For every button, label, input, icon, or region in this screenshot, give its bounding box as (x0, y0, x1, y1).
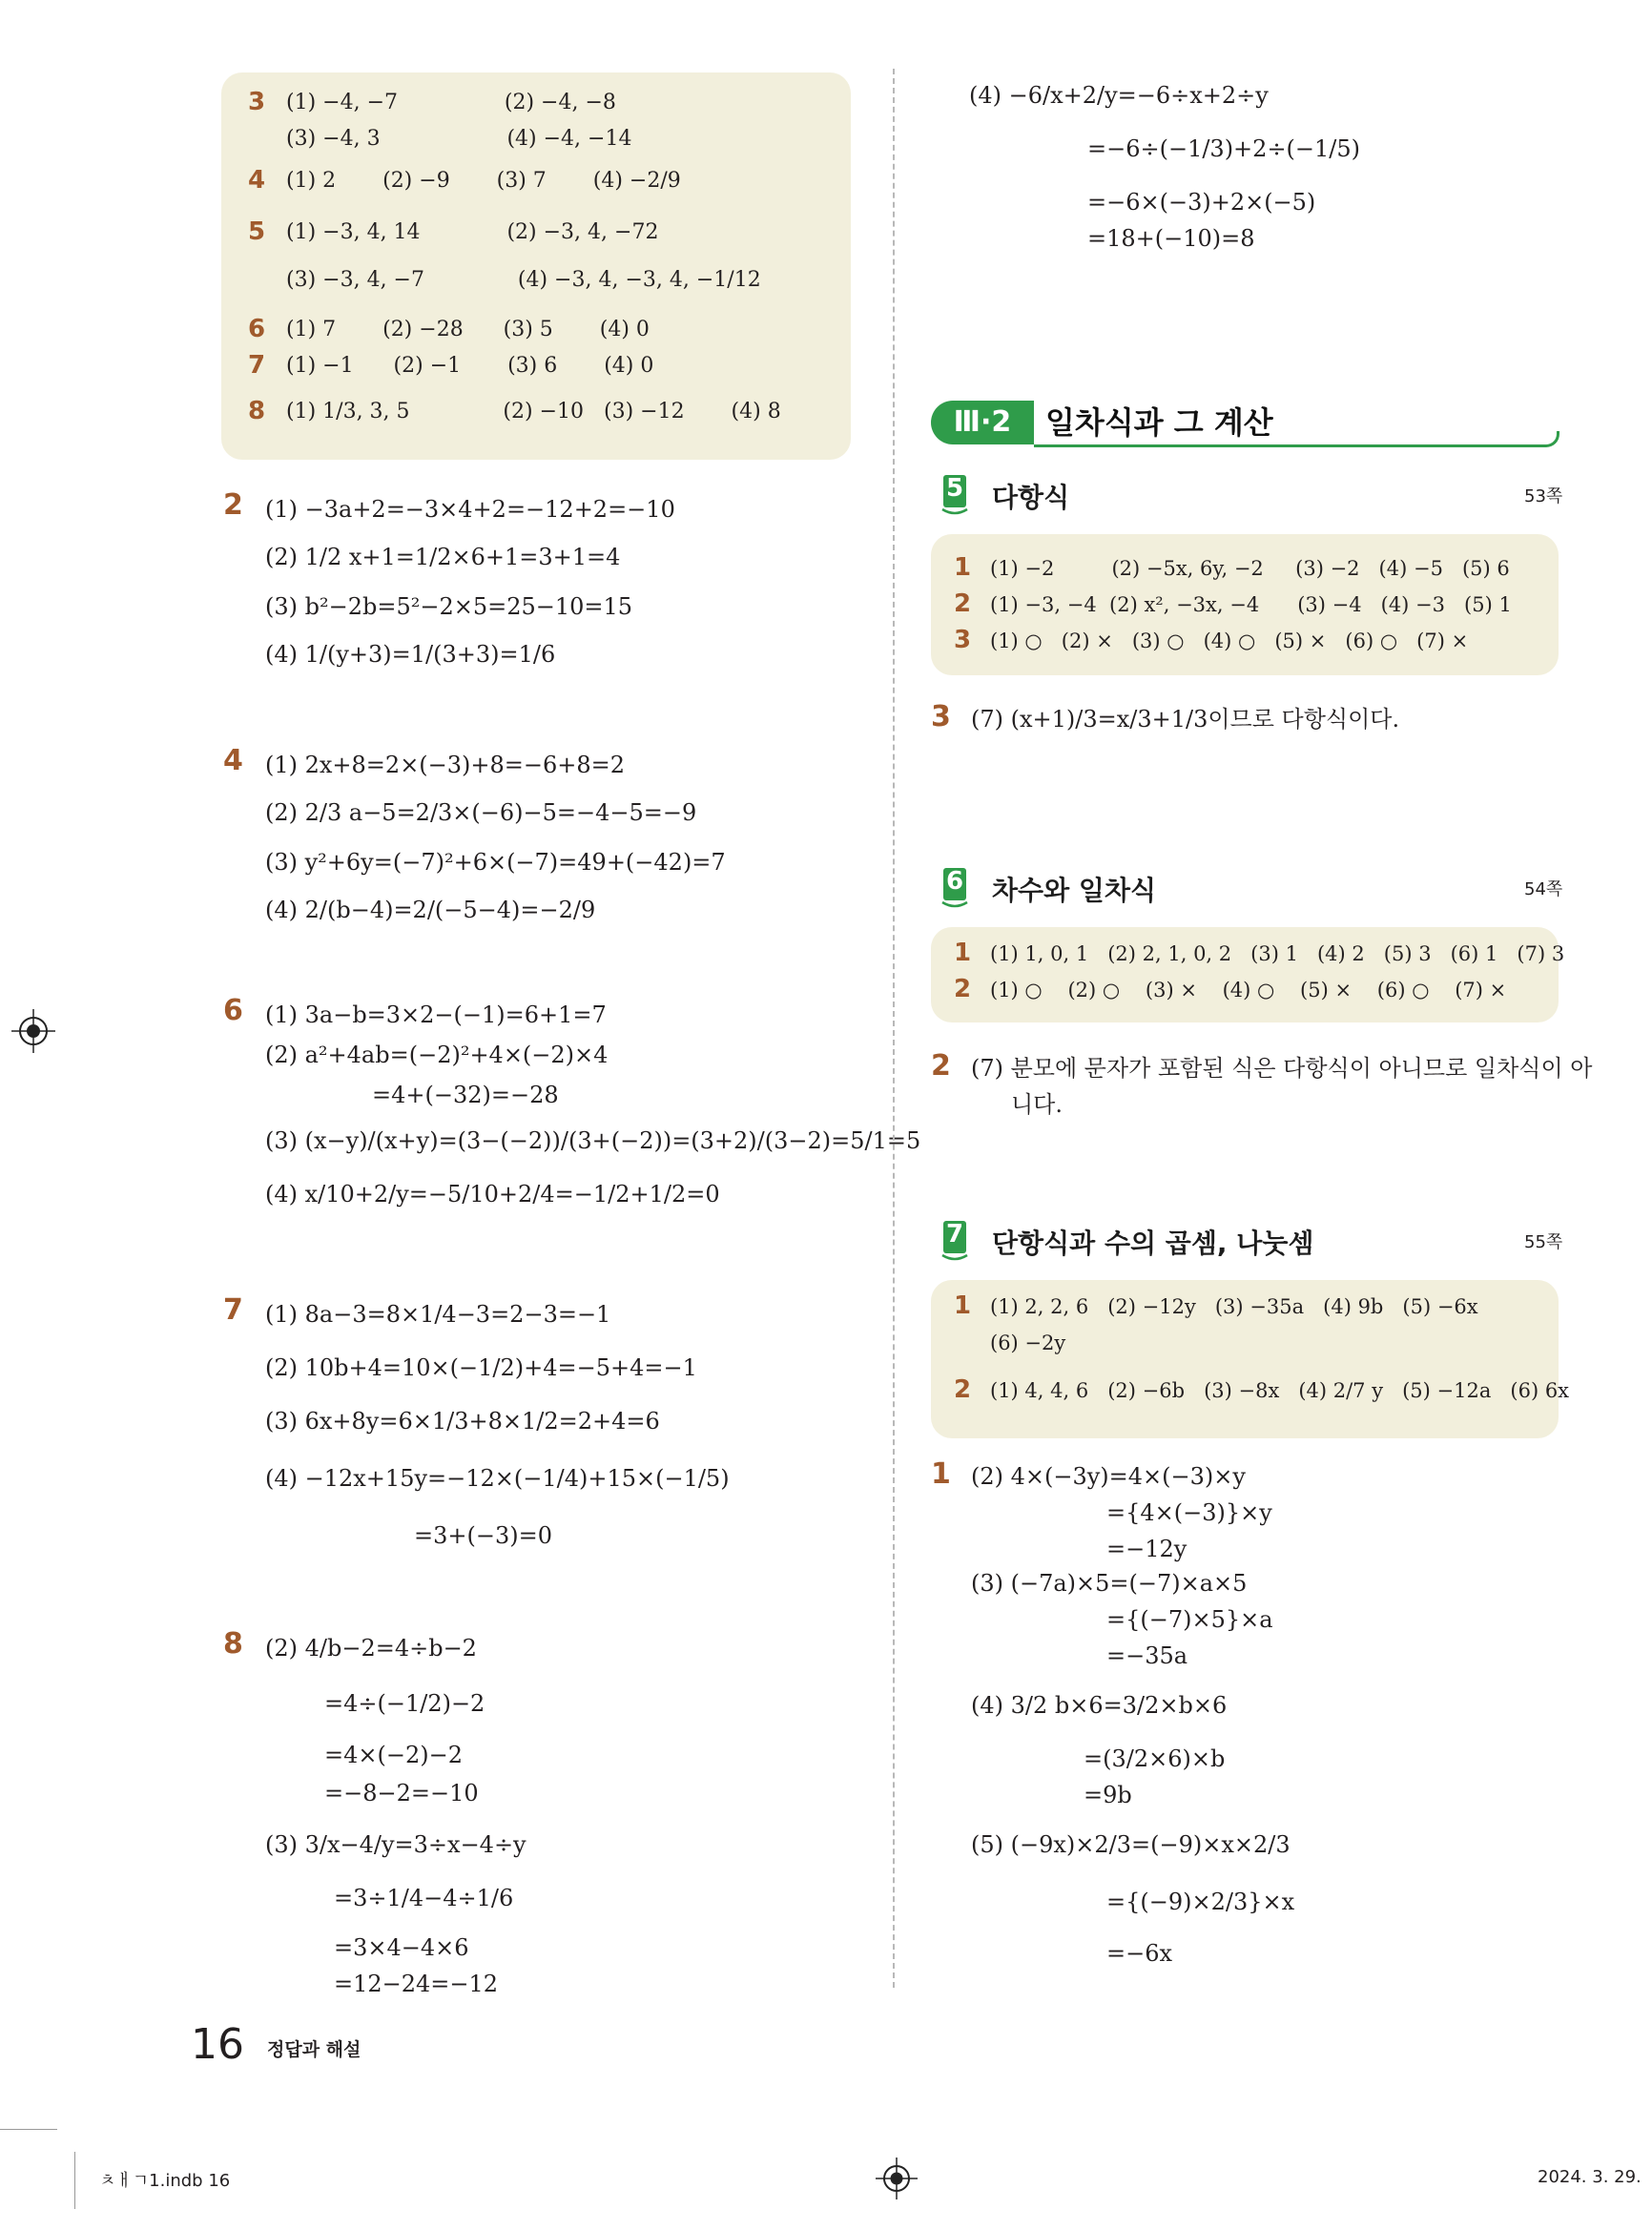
section-page-ref: 55쪽 (1524, 1232, 1563, 1252)
solution-line: (4) 2/(b−4)=2/(−5−4)=−2/9 (265, 897, 596, 923)
solution-line: (1) 2x+8=2×(−3)+8=−6+8=2 (265, 752, 626, 778)
solution-line: =4×(−2)−2 (324, 1742, 463, 1768)
chapter-title: 일차식과 그 계산 (1045, 404, 1273, 441)
answer-number: 4 (248, 166, 266, 195)
answer-text: (1) 1/3, 3, 5 (2) −10 (3) −12 (4) 8 (286, 400, 781, 423)
answer-number: 2 (954, 1375, 972, 1404)
answer-number: 1 (954, 1291, 972, 1320)
section-number-label: 7 (945, 1220, 964, 1249)
solution-line: (1) −3a+2=−3×4+2=−12+2=−10 (265, 496, 675, 523)
answer-number: 1 (954, 553, 972, 582)
answer-text: (1) 1, 0, 1 (2) 2, 1, 0, 2 (3) 1 (4) 2 (5) 3 (6) 1 (7) 3 (990, 942, 1565, 965)
solution-line: =18+(−10)=8 (1087, 225, 1255, 252)
answer-text: (1) 4, 4, 6 (2) −6b (3) −8x (4) 2/7 y (5) −12a (6) 6x (990, 1379, 1570, 1402)
solution-line: (3) b²−2b=5²−2×5=25−10=15 (265, 593, 633, 620)
registration-mark-icon (11, 1009, 55, 1053)
page-number: 16 (191, 2020, 244, 2069)
footer-label: 정답과 해설 (267, 2039, 361, 2060)
answer-text: (1) −3, −4 (2) x², −3x, −4 (3) −4 (4) −3 (5) 1 (990, 593, 1512, 616)
solution-line: (2) 4×(−3y)=4×(−3)×y (971, 1463, 1246, 1490)
solution-line: (2) 4/b−2=4÷b−2 (265, 1635, 477, 1662)
footer-file: ㅊㅐㄱ1.indb 16 (99, 2171, 231, 2191)
solution-line: (5) (−9x)×2/3=(−9)×x×2/3 (971, 1831, 1291, 1858)
chapter-badge: Ⅲ·2 (931, 401, 1034, 444)
solution-line: =−8−2=−10 (324, 1780, 479, 1807)
solution-line: (4) 3/2 b×6=3/2×b×6 (971, 1692, 1228, 1719)
section-title: 다항식 (992, 482, 1070, 513)
answer-number: 8 (248, 397, 266, 425)
solution-line: (3) (x−y)/(x+y)=(3−(−2))/(3+(−2))=(3+2)/(3−2)=5/1=5 (265, 1127, 921, 1154)
solution-line: =−6x (1106, 1940, 1173, 1967)
answer-number: 2 (954, 589, 972, 618)
solution-line: (1) 3a−b=3×2−(−1)=6+1=7 (265, 1001, 607, 1028)
solution-line: (7) (x+1)/3=x/3+1/3이므로 다항식이다. (971, 706, 1400, 733)
answer-number: 7 (248, 351, 266, 380)
chapter-underline (1034, 431, 1559, 447)
solution-line: =−6×(−3)+2×(−5) (1087, 189, 1316, 216)
solution-number: 7 (223, 1293, 243, 1327)
solution-line: (2) 1/2 x+1=1/2×6+1=3+1=4 (265, 544, 621, 570)
answer-text: (1) −1 (2) −1 (3) 6 (4) 0 (286, 354, 654, 378)
solution-line: =−12y (1106, 1536, 1187, 1562)
answer-number: 5 (248, 217, 266, 246)
answer-text: (1) −3, 4, 14 (2) −3, 4, −72 (286, 220, 659, 244)
solution-number: 3 (931, 700, 951, 733)
answer-text: (6) −2y (990, 1332, 1066, 1354)
solution-line: (2) 2/3 a−5=2/3×(−6)−5=−4−5=−9 (265, 799, 697, 826)
answer-number: 1 (954, 939, 972, 967)
solution-line: =(3/2×6)×b (1084, 1745, 1226, 1772)
solution-number: 6 (223, 994, 243, 1027)
solution-line: (3) y²+6y=(−7)²+6×(−7)=49+(−42)=7 (265, 849, 726, 876)
solution-line: =4÷(−1/2)−2 (324, 1690, 485, 1717)
solution-line: (3) 3/x−4/y=3÷x−4÷y (265, 1831, 527, 1858)
answer-text: (3) −3, 4, −7 (4) −3, 4, −3, 4, −1/12 (286, 268, 761, 292)
solution-line: (4) −12x+15y=−12×(−1/4)+15×(−1/5) (265, 1465, 730, 1492)
column-divider (893, 69, 895, 1988)
footer-date: 2024. 3. 29. (1538, 2167, 1642, 2187)
answer-text: (1) −2 (2) −5x, 6y, −2 (3) −2 (4) −5 (5) 6 (990, 557, 1510, 580)
solution-line: (3) 6x+8y=6×1/3+8×1/2=2+4=6 (265, 1408, 660, 1435)
solution-number: 8 (223, 1627, 243, 1661)
solution-line: =3+(−3)=0 (414, 1522, 552, 1549)
solution-line: =9b (1084, 1782, 1132, 1808)
answer-text: (1) 7 (2) −28 (3) 5 (4) 0 (286, 318, 650, 341)
solution-line: ={(−9)×2/3}×x (1106, 1889, 1295, 1915)
solution-line: 니다. (1011, 1091, 1063, 1118)
solution-line: =3÷1/4−4÷1/6 (334, 1885, 514, 1911)
section-number-label: 5 (945, 474, 964, 503)
solution-line: (4) −6/x+2/y=−6÷x+2÷y (969, 82, 1269, 109)
solution-line: =−35a (1106, 1642, 1188, 1669)
answer-number: 3 (248, 88, 266, 116)
footer-rule (0, 2129, 57, 2130)
answer-text: (1) 2 (2) −9 (3) 7 (4) −2/9 (286, 169, 681, 193)
section-page-ref: 53쪽 (1524, 486, 1563, 506)
solution-number: 1 (931, 1457, 951, 1491)
solution-line: (4) 1/(y+3)=1/(3+3)=1/6 (265, 641, 556, 668)
section-title: 차수와 일차식 (992, 875, 1157, 906)
section-title: 단항식과 수의 곱셈, 나눗셈 (992, 1228, 1314, 1259)
footer-tick (74, 2152, 75, 2209)
solution-line: (1) 8a−3=8×1/4−3=2−3=−1 (265, 1301, 611, 1328)
solution-line: ={(−7)×5}×a (1106, 1606, 1273, 1633)
solution-line: ={4×(−3)}×y (1106, 1499, 1272, 1526)
registration-mark-bottom-icon (876, 2158, 918, 2199)
solution-line: =12−24=−12 (334, 1971, 499, 1997)
solution-line: (2) 10b+4=10×(−1/2)+4=−5+4=−1 (265, 1354, 697, 1381)
solution-line: (7) 분모에 문자가 포함된 식은 다항식이 아니므로 일차식이 아 (971, 1055, 1593, 1082)
answer-number: 2 (954, 975, 972, 1003)
solution-line: (2) a²+4ab=(−2)²+4×(−2)×4 (265, 1042, 609, 1068)
answer-number: 3 (954, 626, 972, 654)
answer-text: (1) 2, 2, 6 (2) −12y (3) −35a (4) 9b (5) −6x (990, 1295, 1478, 1318)
solution-line: =3×4−4×6 (334, 1934, 469, 1961)
answer-text: (3) −4, 3 (4) −4, −14 (286, 127, 632, 151)
section-page-ref: 54쪽 (1524, 879, 1563, 899)
answer-text: (1) ○ (2) × (3) ○ (4) ○ (5) × (6) ○ (7) × (990, 630, 1469, 652)
solution-line: (4) x/10+2/y=−5/10+2/4=−1/2+1/2=0 (265, 1181, 720, 1208)
answer-text: (1) ○ (2) ○ (3) × (4) ○ (5) × (6) ○ (7) × (990, 979, 1507, 1001)
section-number-label: 6 (945, 867, 964, 896)
answer-number: 6 (248, 315, 266, 343)
solution-number: 4 (223, 744, 243, 777)
solution-line: (3) (−7a)×5=(−7)×a×5 (971, 1570, 1248, 1597)
solution-number: 2 (931, 1049, 951, 1083)
answer-text: (1) −4, −7 (2) −4, −8 (286, 91, 616, 114)
solution-number: 2 (223, 488, 243, 522)
solution-line: =4+(−32)=−28 (372, 1082, 559, 1108)
solution-line: =−6÷(−1/3)+2÷(−1/5) (1087, 135, 1361, 162)
